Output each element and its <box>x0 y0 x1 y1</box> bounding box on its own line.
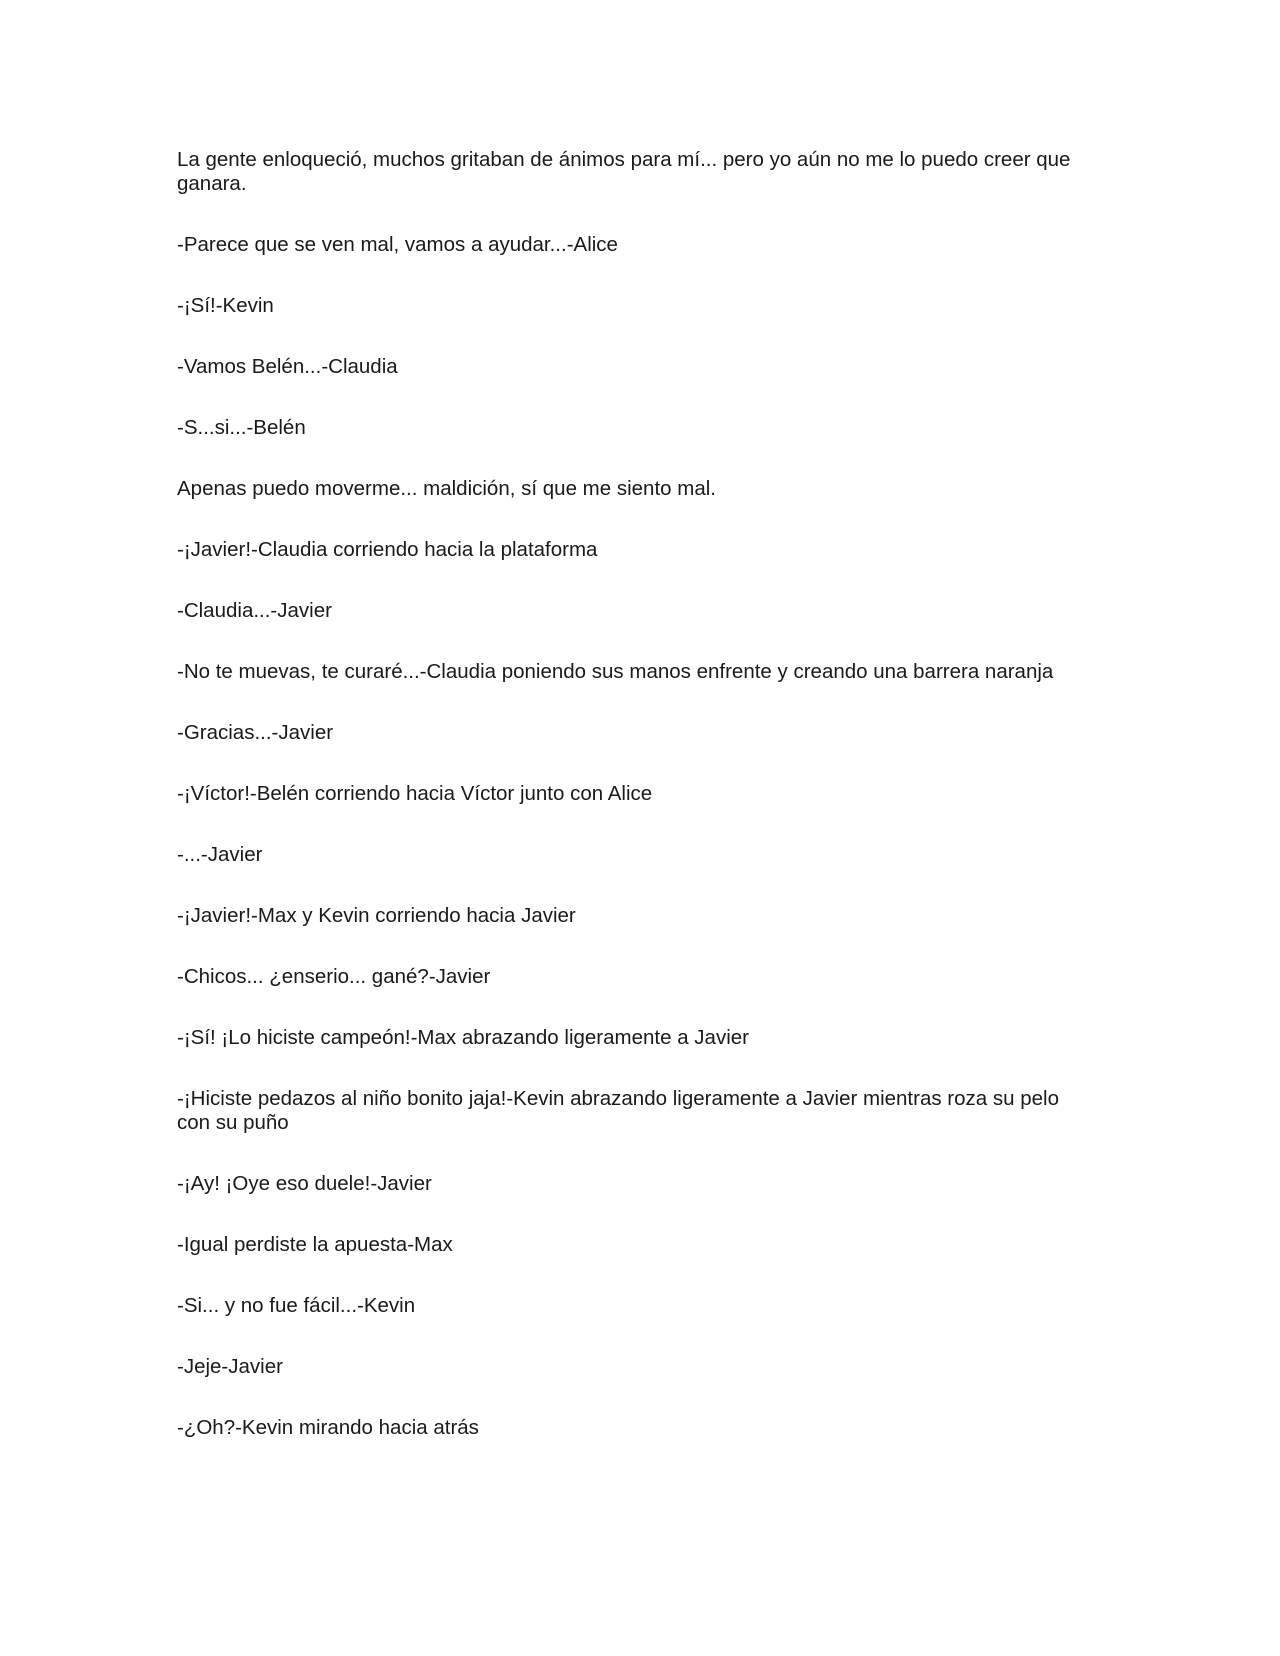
dialogue-line: -¡Víctor!-Belén corriendo hacia Víctor junto con Alice <box>177 782 653 805</box>
dialogue-line: -Chicos... ¿enserio... gané?-Javier <box>177 965 491 988</box>
document-body <box>177 148 1097 1477</box>
dialogue-line: -Igual perdiste la apuesta-Max <box>177 1233 453 1256</box>
paragraph-narration-1: La gente enloqueció, muchos gritaban de ánimos para mí... pero yo aún no me lo puedo creer que ganara. <box>177 148 1071 195</box>
dialogue-line: -¿Oh?-Kevin mirando hacia atrás <box>177 1416 479 1439</box>
dialogue-line: -Jeje-Javier <box>177 1355 283 1378</box>
dialogue-line: -¡Ay! ¡Oye eso duele!-Javier <box>177 1172 432 1195</box>
dialogue-line: -No te muevas, te curaré...-Claudia poniendo sus manos enfrente y creando una barrera naranja <box>177 660 1054 683</box>
paragraph-narration-2: Apenas puedo moverme... maldición, sí que me siento mal. <box>177 477 716 500</box>
dialogue-line: -Gracias...-Javier <box>177 721 334 744</box>
dialogue-line: -¡Sí! ¡Lo hiciste campeón!-Max abrazando ligeramente a Javier <box>177 1026 749 1049</box>
dialogue-line: -¡Hiciste pedazos al niño bonito jaja!-Kevin abrazando ligeramente a Javier mientras roza su pelo con su puño <box>177 1087 1059 1134</box>
dialogue-line: -¡Sí!-Kevin <box>177 294 274 317</box>
dialogue-line: -¡Javier!-Max y Kevin corriendo hacia Javier <box>177 904 576 927</box>
dialogue-line: -...-Javier <box>177 843 263 866</box>
dialogue-line: -Parece que se ven mal, vamos a ayudar...-Alice <box>177 233 618 256</box>
dialogue-line: -S...si...-Belén <box>177 416 306 439</box>
dialogue-line: -Vamos Belén...-Claudia <box>177 355 398 378</box>
dialogue-line: -Si... y no fue fácil...-Kevin <box>177 1294 416 1317</box>
dialogue-line: -Claudia...-Javier <box>177 599 332 622</box>
dialogue-line: -¡Javier!-Claudia corriendo hacia la plataforma <box>177 538 598 561</box>
